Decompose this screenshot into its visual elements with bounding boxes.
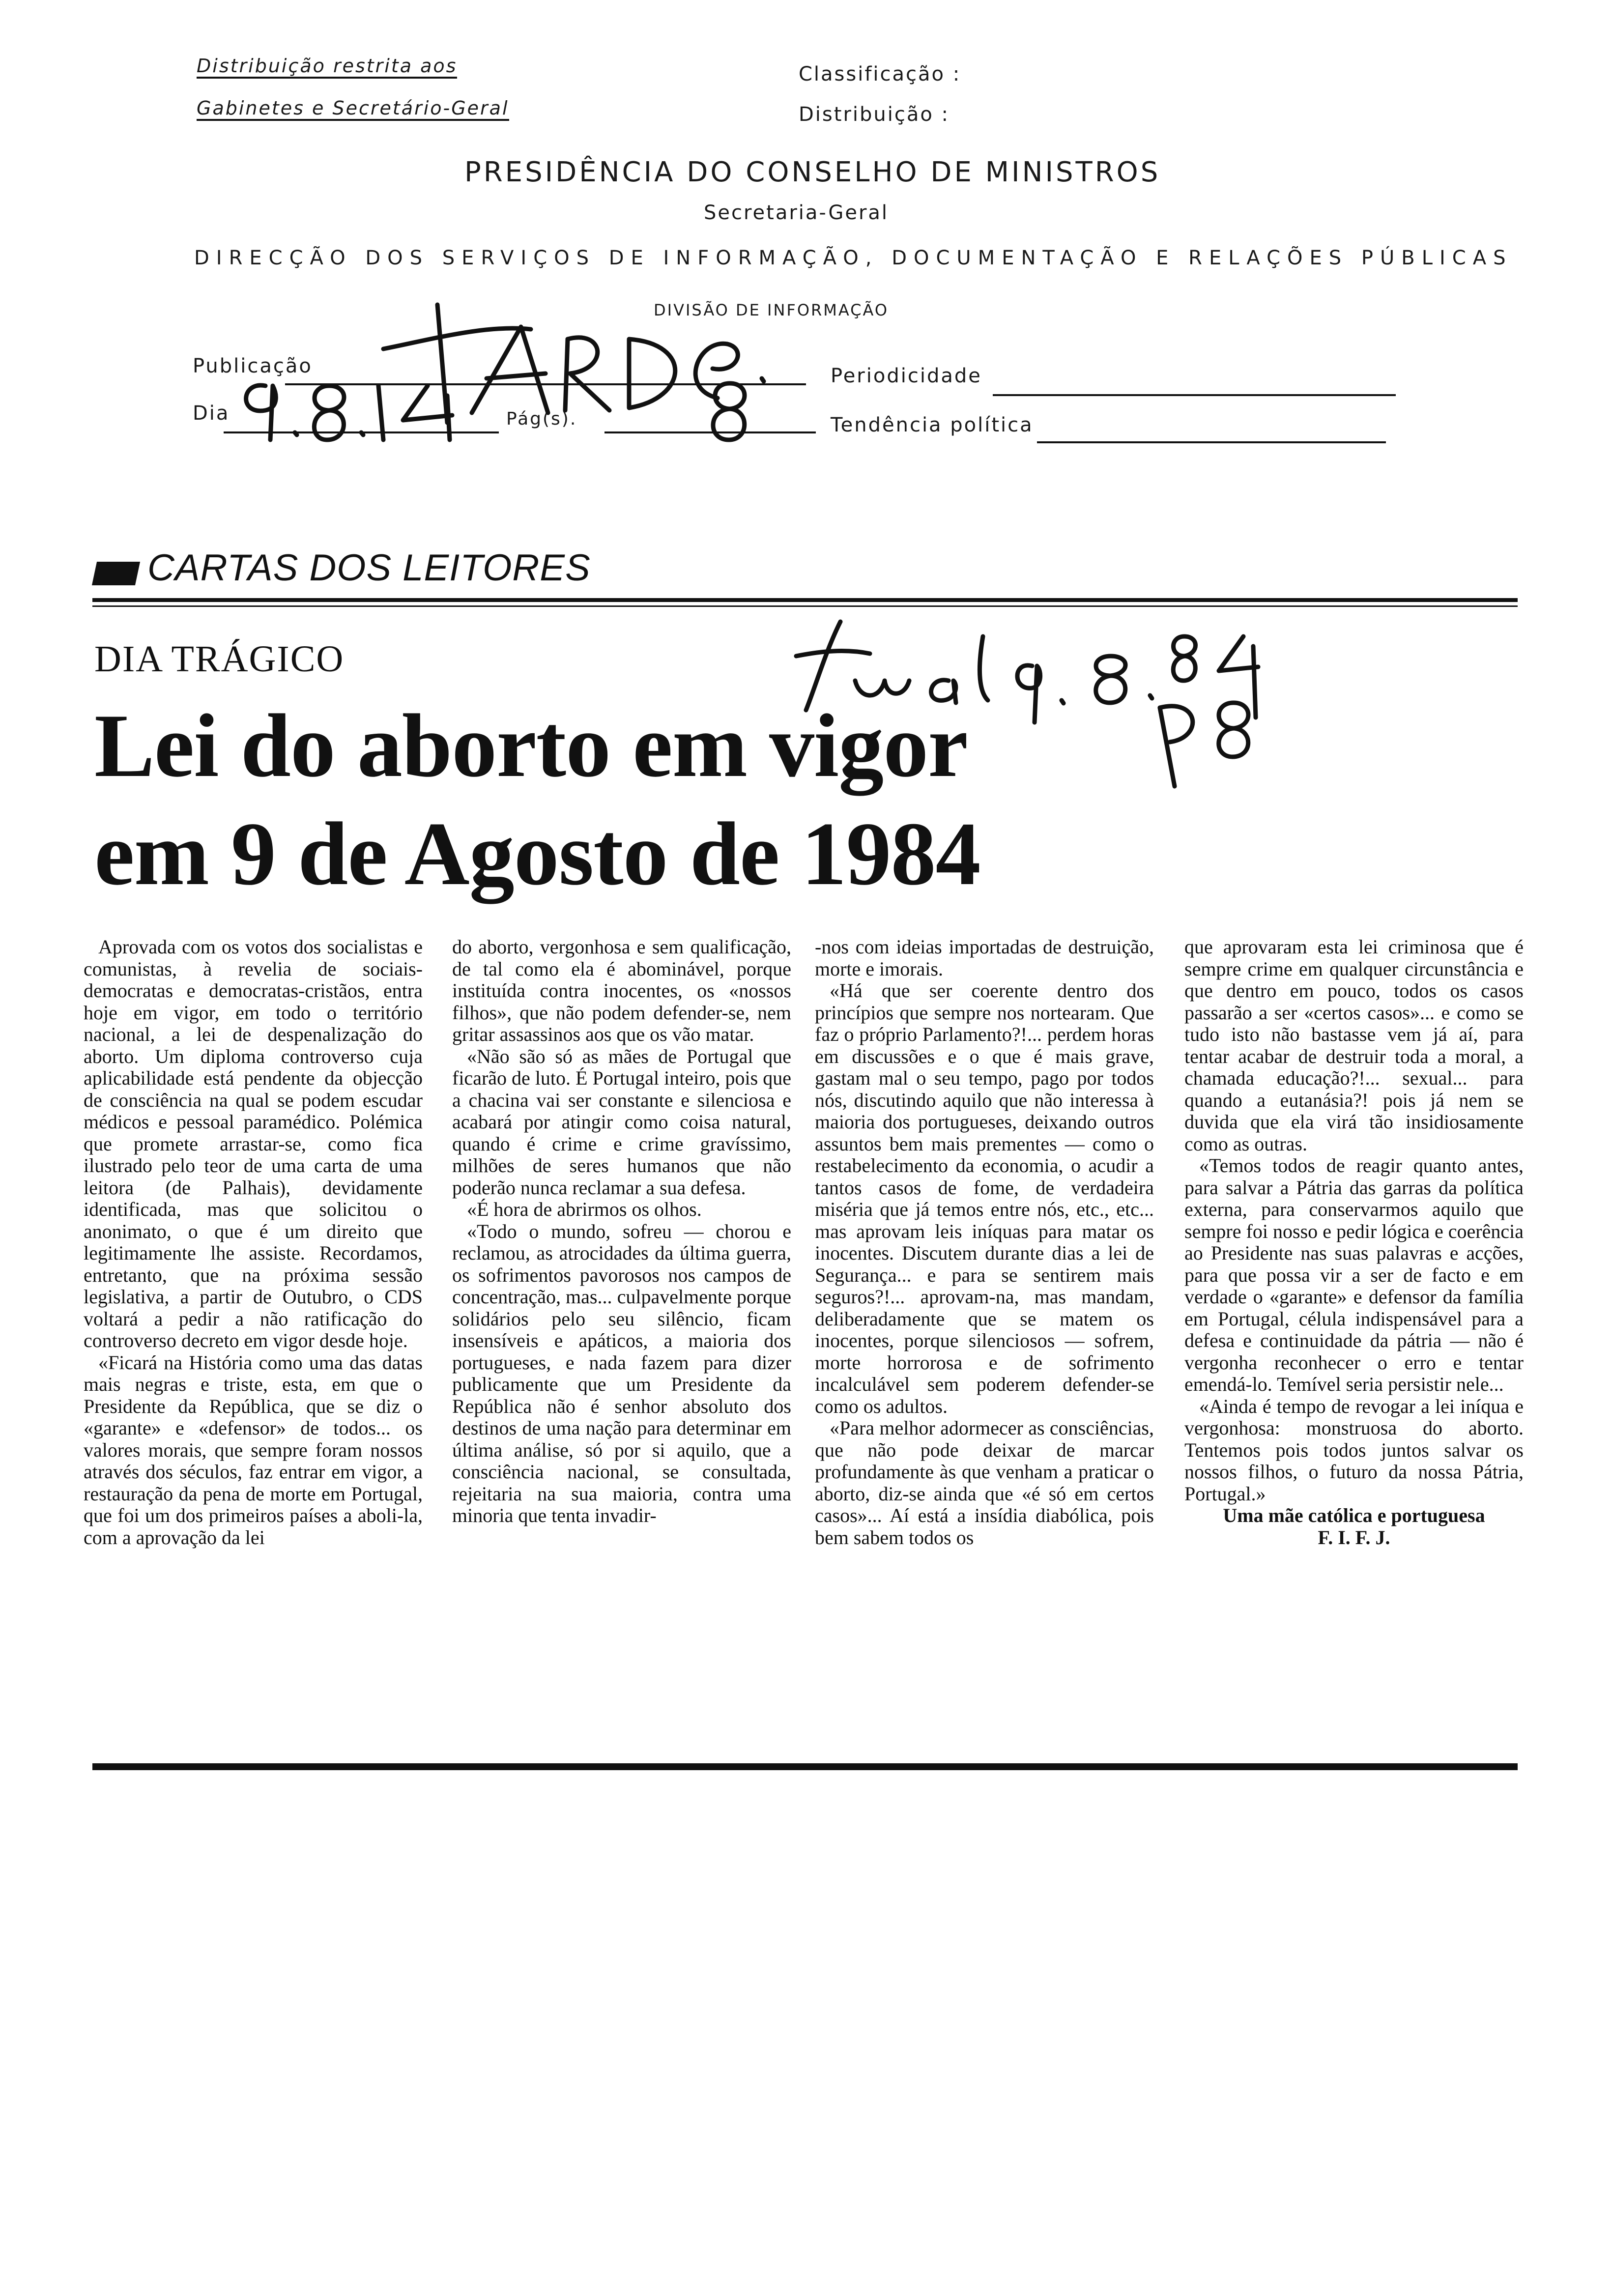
division-name: DIVISÃO DE INFORMAÇÃO [654,301,889,319]
article-column-4 [1184,936,1524,1742]
secretariat-name: Secretaria-Geral [704,201,889,224]
distribution-restricted-line1: Distribuição restrita aos [197,55,457,79]
distribution-restricted-line2: Gabinetes e Secretário-Geral [197,97,509,121]
letter-signature: Uma mãe católica e portuguesa [1223,1504,1485,1526]
article-kicker: DIA TRÁGICO [94,638,345,680]
article-column-3 [815,936,1154,1742]
pags-label: Pág(s). [506,409,577,429]
article-paragraph: Aprovada com os votos dos socialistas e comunistas, à revelia de sociais-democratas e democratas-cristãos, entra hoje em vigor, em todo o território nacional, a lei de despenalização do aborto. Um diploma controverso cuja aplicabilidade está pendente da objecção de consciência na qual se podem escudar médicos e pessoal paramédico. Polémica que promete arrastar-se, como fica ilustrado pelo teor de uma carta de uma leitora (de Palhais), devidamente identificada, mas que solicitou o anonimato, o que é um direito que legitimamente lhe assiste. Recordamos, entretanto, que na próxima sessão legislativa, a partir de Outubro, o CDS voltará a pedir a não ratificação do controverso decreto em vigor desde hoje. [84,936,423,1351]
article-bottom-rule [92,1763,1518,1770]
article-paragraph: «Ficará na História como uma das datas mais negras e triste, esta, em que o Presidente da República, que se diz o «garante» e «defensor» de todos... os valores morais, que sempre foram nossos através dos séculos, faz entrar em vigor, a restauração da pena de morte em Portugal, que foi um dos primeiros países a aboli-la, com a aprovação da lei [84,1351,423,1549]
article-paragraph: «Temos todos de reagir quanto antes, para salvar a Pátria das garras da política externa, para conservarmos aquilo que sempre foi nosso e pedir lógica e coerência ao Presidente nas suas palavras e acções, para que possa vir a ser de facto e em verdade o «garante» e defensor da família em Portugal, célula indispensável para a defesa e continuidade da pátria — não é vergonha reconhecer o erro e tentar emendá-lo. Temível seria persistir nele... [1184,1154,1524,1395]
article-column-1 [84,936,423,1742]
institution-name: PRESIDÊNCIA DO CONSELHO DE MINISTROS [464,156,1161,188]
article-paragraph: «É hora de abrirmos os olhos. [467,1198,702,1220]
periodicidade-field-line [993,394,1396,396]
article-paragraph: do aborto, vergonhosa e sem qualificação, de tal como ela é abominável, porque instituída contra inocentes, os «nossos filhos», que não podem defender-se, nem gritar assassinos aos que os vão matar. [452,936,791,1045]
periodicidade-label: Periodicidade [831,365,982,387]
section-bullet-icon [92,562,140,585]
section-title: CARTAS DOS LEITORES [147,547,591,589]
publicacao-label: Publicação [193,355,313,377]
handwritten-page-8 [691,378,769,447]
article-paragraph: «Para melhor adormecer as consciências, que não pode deixar de marcar profundamente às que venham a praticar o aborto, diz-se ainda que «é só em certos casos»... Aí está a insídia diabólica, pois bem sabem todos os [815,1417,1154,1549]
article-paragraph: «Não são só as mães de Portugal que ficarão de luto. É Portugal inteiro, pois que a chacina vai ser constante e silenciosa e acabará por atingir como coisa natural, quando é crime e crime gravíssimo, milhões de seres humanos que não poderão nunca reclamar a sua defesa. [452,1045,791,1199]
article-headline-line1: Lei do aborto em vigor [94,695,968,796]
classificacao-label: Classificação : [799,63,961,86]
directorate-name: DIRECÇÃO DOS SERVIÇOS DE INFORMAÇÃO, DOCUMENTAÇÃO E RELAÇÕES PÚBLICAS [194,247,1513,269]
letter-initials: F. I. F. J. [1318,1526,1390,1549]
article-paragraph: «Há que ser coerente dentro dos princípios que sempre nos nortearam. Que faz o próprio Parlamento?!... perdem horas em discussões e o que é mais grave, gastam mal o seu tempo, pago por todos nós, discutindo aquilo que não interessa à maioria dos portugueses, deixando outros assuntos bem mais prementes — como o restabelecimento da economia, o acudir a tantos casos de fome, de verdadeira miséria que já temos entre nós, etc., etc... mas aprovam leis iníquas para matar os inocentes. Discutem durante dias a lei de Segurança... e para se sentirem mais seguros?!... aprovam-na, mas mandam, deliberadamente que se matem os inocentes, porque silenciosos — sofrem, morte horrorosa e de sofrimento incalculável sem poderem defender-se como os adultos. [815,979,1154,1417]
article-paragraph: -nos com ideias importadas de destruição, morte e imorais. [815,936,1154,980]
article-column-2 [452,936,791,1742]
handwritten-date-9-8-84 [231,366,487,450]
distribuicao-label: Distribuição : [799,103,950,126]
dia-label: Dia [193,402,230,425]
article-paragraph: «Todo o mundo, sofreu — chorou e reclamou, as atrocidades da última guerra, os sofrimentos pavorosos nos campos de concentração, mas... culpavelmente porque solidários pelo seu silêncio, ficam insensíveis e apáticos, a maioria dos portugueses, e nada fazem para dizer publicamente que um Presidente da República não é senhor absoluto dos destinos de uma nação para determinar em última análise, só por si aquilo, que a consciência nacional, se consultada, rejeitaria na sua maioria, contra uma minoria que tenta invadir- [452,1220,791,1526]
article-paragraph: «Ainda é tempo de revogar a lei iníqua e vergonhosa: monstruosa do aborto. Tentemos pois todos juntos salvar os nossos filhos, o futuro da nossa Pátria, Portugal.» [1184,1395,1524,1505]
section-rule-thick [92,598,1518,602]
handwritten-note-p8 [1140,688,1268,796]
tendencia-label: Tendência política [831,414,1034,436]
article-headline-line2: em 9 de Agosto de 1984 [94,804,980,904]
article-paragraph: que aprovaram esta lei criminosa que é sempre crime em qualquer circunstância e que dentro em pouco, todos os casos passarão a ser «certos casos»... e como se tudo isto não bastasse vem já aí, para tentar acabar de destruir toda a moral, a chamada educação?!... sexual... para quando a eutanásia?! pois já nem se duvida que ela virá tão insidiosamente como as outras. [1184,936,1524,1155]
tendencia-field-line [1037,441,1386,443]
